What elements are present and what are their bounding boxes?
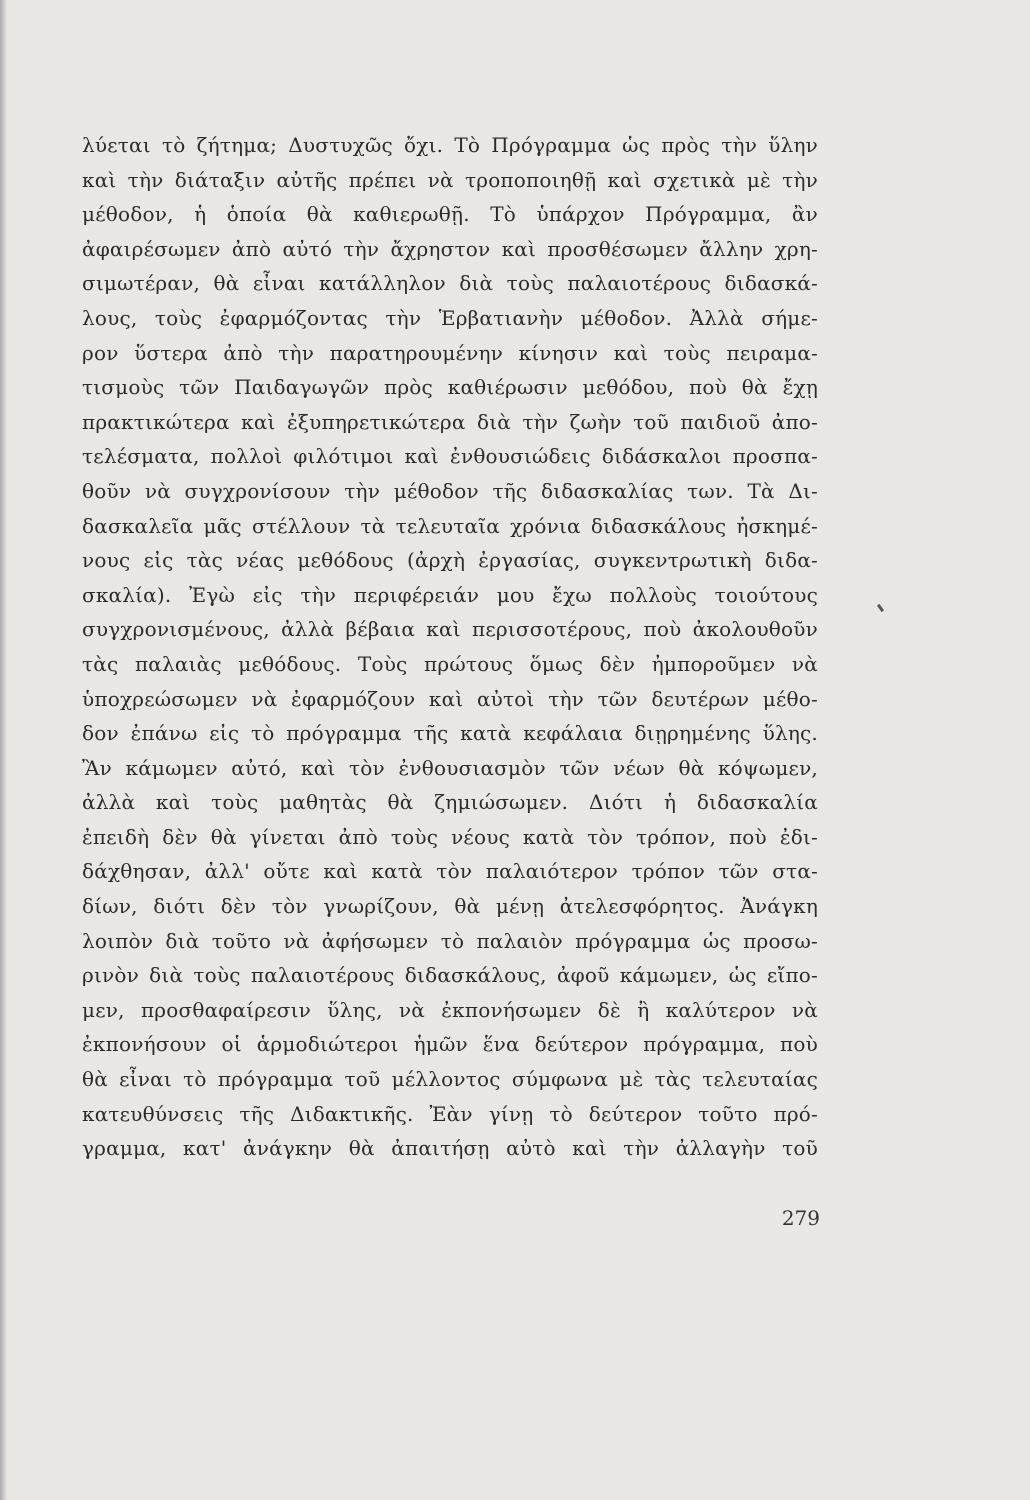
text-line: δάχθησαν, ἀλλ' οὔτε καὶ κατὰ τὸν παλαιότερον τρόπον τῶν στα- xyxy=(82,859,818,884)
text-line: θοῦν νὰ συγχρονίσουν τὴν μέθοδον τῆς διδασκαλίας των. Τὰ Δι- xyxy=(82,478,818,503)
text-line: ρινὸν διὰ τοὺς παλαιοτέρους διδασκάλους, ἀφοῦ κάμωμεν, ὡς εἴπο- xyxy=(82,963,818,988)
page-left-edge-shadow xyxy=(0,0,7,1500)
stray-ink-mark xyxy=(877,604,884,612)
text-line: τελέσματα, πολλοὶ φιλότιμοι καὶ ἐνθουσιώδεις διδάσκαλοι προσπα- xyxy=(82,444,818,469)
text-line: συγχρονισμένους, ἀλλὰ βέβαια καὶ περισσοτέρους, ποὺ ἀκολουθοῦν xyxy=(82,617,818,642)
text-line: πρακτικώτερα καὶ ἐξυπηρετικώτερα διὰ τὴν ζωὴν τοῦ παιδιοῦ ἀπο- xyxy=(82,409,818,434)
text-line: τισμοὺς τῶν Παιδαγωγῶν πρὸς καθιέρωσιν μεθόδου, ποὺ θὰ ἔχῃ xyxy=(82,375,818,400)
text-line: ἐπειδὴ δὲν θὰ γίνεται ἀπὸ τοὺς νέους κατὰ τὸν τρόπον, ποὺ ἐδι- xyxy=(82,824,818,849)
text-line: δασκαλεῖα μᾶς στέλλουν τὰ τελευταῖα χρόνια διδασκάλους ἠσκημέ- xyxy=(82,513,818,538)
page-number: 279 xyxy=(781,1206,820,1230)
text-line: σιμωτέραν, θὰ εἶναι κατάλληλον διὰ τοὺς παλαιοτέρους διδασκά- xyxy=(82,271,818,296)
text-line: μέθοδον, ἡ ὁποία θὰ καθιερωθῇ. Τὸ ὑπάρχον Πρόγραμμα, ἂν xyxy=(82,202,818,227)
text-line: Ἂν κάμωμεν αὐτό, καὶ τὸν ἐνθουσιασμὸν τῶν νέων θὰ κόψωμεν, xyxy=(82,755,818,780)
text-line: μεν, προσθαφαίρεσιν ὕλης, νὰ ἐκπονήσωμεν δὲ ἢ καλύτερον νὰ xyxy=(82,997,818,1022)
text-line: δίων, διότι δὲν τὸν γνωρίζουν, θὰ μένῃ ἀτελεσφόρητος. Ἀνάγκη xyxy=(82,894,818,919)
text-line: καὶ τὴν διάταξιν αὐτῆς πρέπει νὰ τροποποιηθῇ καὶ σχετικὰ μὲ τὴν xyxy=(82,167,818,192)
text-line: τὰς παλαιὰς μεθόδους. Τοὺς πρώτους ὅμως δὲν ἠμποροῦμεν νὰ xyxy=(82,651,818,676)
text-line: ἐκπονήσουν οἱ ἁρμοδιώτεροι ἡμῶν ἕνα δεύτερον πρόγραμμα, ποὺ xyxy=(82,1032,818,1057)
text-line: γραμμα, κατ' ἀνάγκην θὰ ἀπαιτήσῃ αὐτὸ καὶ τὴν ἀλλαγὴν τοῦ xyxy=(82,1136,818,1161)
text-line: κατευθύνσεις τῆς Διδακτικῆς. Ἐὰν γίνῃ τὸ δεύτερον τοῦτο πρό- xyxy=(82,1101,818,1126)
text-line: ὑποχρεώσωμεν νὰ ἐφαρμόζουν καὶ αὐτοὶ τὴν τῶν δευτέρων μέθο- xyxy=(82,686,818,711)
text-line: νους εἰς τὰς νέας μεθόδους (ἀρχὴ ἐργασίας, συγκεντρωτικὴ διδα- xyxy=(82,548,818,573)
text-line: δον ἐπάνω εἰς τὸ πρόγραμμα τῆς κατὰ κεφάλαια διῃρημένης ὕλης. xyxy=(82,721,818,746)
text-line: λοιπὸν διὰ τοῦτο νὰ ἀφήσωμεν τὸ παλαιὸν πρόγραμμα ὡς προσω- xyxy=(82,928,818,953)
text-line: ρον ὕστερα ἀπὸ τὴν παρατηρουμένην κίνησιν καὶ τοὺς πειραμα- xyxy=(82,340,818,365)
text-line: λύεται τὸ ζήτημα; Δυστυχῶς ὄχι. Τὸ Πρόγραμμα ὡς πρὸς τὴν ὕλην xyxy=(82,133,818,157)
text-line: ἀλλὰ καὶ τοὺς μαθητὰς θὰ ζημιώσωμεν. Διότι ἡ διδασκαλία xyxy=(82,790,818,815)
text-line: θὰ εἶναι τὸ πρόγραμμα τοῦ μέλλοντος σύμφωνα μὲ τὰς τελευταίας xyxy=(82,1067,818,1092)
text-line: ἀφαιρέσωμεν ἀπὸ αὐτό τὴν ἄχρηστον καὶ προσθέσωμεν ἄλλην χρη- xyxy=(82,236,818,261)
text-line: σκαλία). Ἐγὼ εἰς τὴν περιφέρειάν μου ἔχω πολλοὺς τοιούτους xyxy=(82,582,818,607)
text-line: λους, τοὺς ἐφαρμόζοντας τὴν Ἑρβατιανὴν μέθοδον. Ἀλλὰ σήμε- xyxy=(82,305,818,330)
body-text xyxy=(82,128,818,1166)
